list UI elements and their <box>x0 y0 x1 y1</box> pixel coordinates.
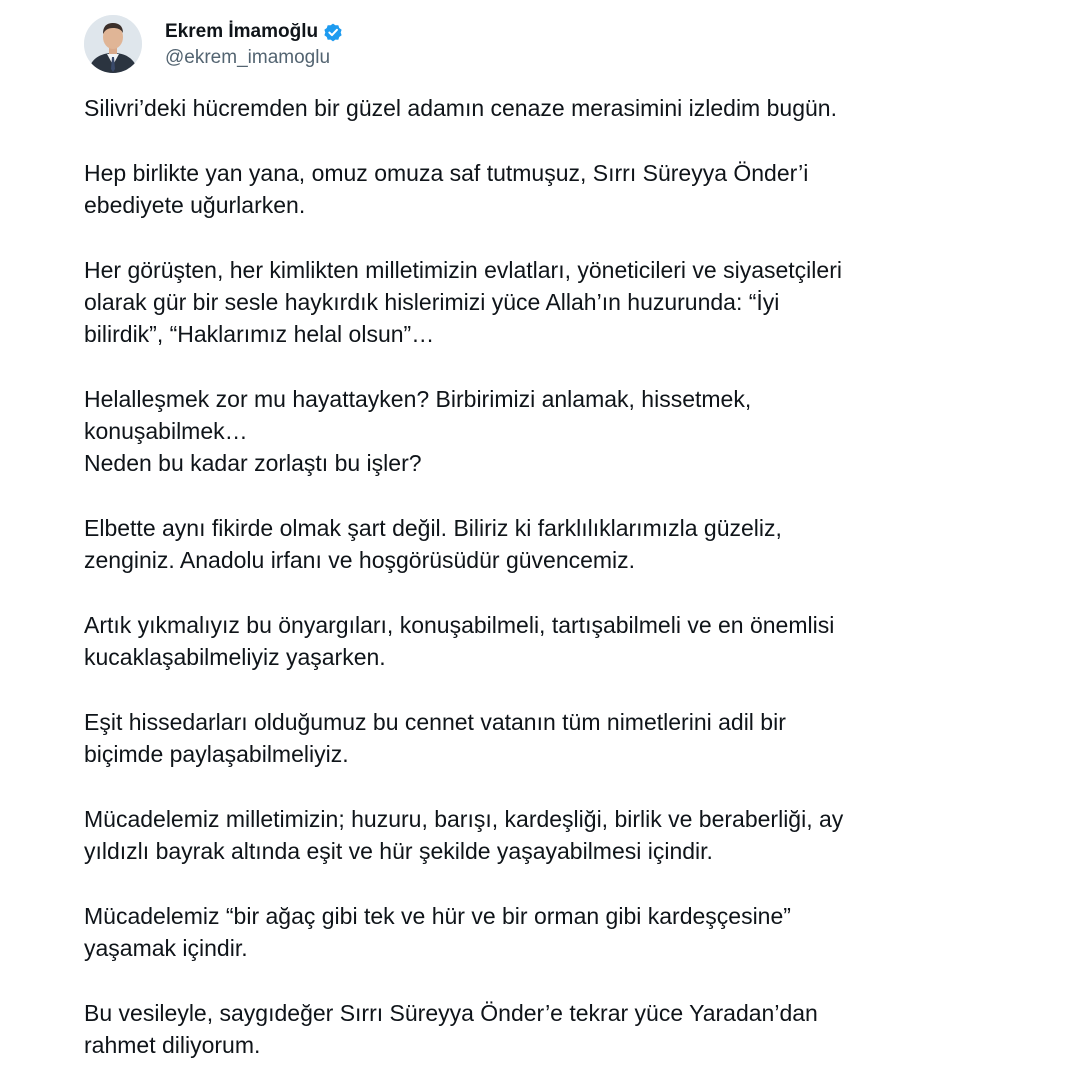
user-handle[interactable]: @ekrem_imamoglu <box>165 47 331 68</box>
author-info <box>165 18 344 70</box>
tweet-paragraph: Mücadelemiz “bir ağaç gibi tek ve hür ve bir orman gibi kardeşçesine” yaşamak içindir. <box>84 903 791 961</box>
tweet-paragraph: Bu vesileyle, saygıdeğer Sırrı Süreyya Önder’e tekrar yüce Yaradan’dan rahmet diliyorum. <box>84 1000 818 1058</box>
tweet-paragraph: Helalleşmek zor mu hayattayken? Birbirimizi anlamak, hissetmek, konuşabilmek… Neden bu kadar zorlaştı bu işler? <box>84 386 752 476</box>
name-row <box>165 18 344 46</box>
avatar[interactable] <box>84 15 142 73</box>
display-name[interactable]: Ekrem İmamoğlu <box>165 21 319 42</box>
verified-badge-icon <box>322 21 344 43</box>
tweet-paragraph: Eşit hissedarları olduğumuz bu cennet vatanın tüm nimetlerini adil bir biçimde paylaşabilmeliyiz. <box>84 709 786 767</box>
tweet-text <box>84 92 1004 1061</box>
tweet-paragraph: Elbette aynı fikirde olmak şart değil. Biliriz ki farklılıklarımızla güzeliz, zenginiz. Anadolu irfanı ve hoşgörüsüdür güvencemiz. <box>84 515 782 573</box>
tweet-paragraph: Her görüşten, her kimlikten milletimizin evlatları, yöneticileri ve siyasetçileri olarak gür bir sesle haykırdık hislerimizi yüce Allah’ın huzurunda: “İyi bilirdik”, “Haklarımız helal olsun”… <box>84 257 842 347</box>
tweet-paragraph: Mücadelemiz milletimizin; huzuru, barışı, kardeşliği, birlik ve beraberliği, ay yıldızlı bayrak altında eşit ve hür şekilde yaşayabilmesi içindir. <box>84 806 844 864</box>
tweet-paragraph: Hep birlikte yan yana, omuz omuza saf tutmuşuz, Sırrı Süreyya Önder’i ebediyete uğurlarken. <box>84 160 809 218</box>
tweet-paragraph: Artık yıkmalıyız bu önyargıları, konuşabilmeli, tartışabilmeli ve en önemlisi kucaklaşabilmeliyiz yaşarken. <box>84 612 835 670</box>
profile-photo-icon <box>84 15 142 73</box>
tweet-header <box>84 12 344 76</box>
tweet-paragraph: Silivri’deki hücremden bir güzel adamın cenaze merasimini izledim bugün. <box>84 95 837 121</box>
